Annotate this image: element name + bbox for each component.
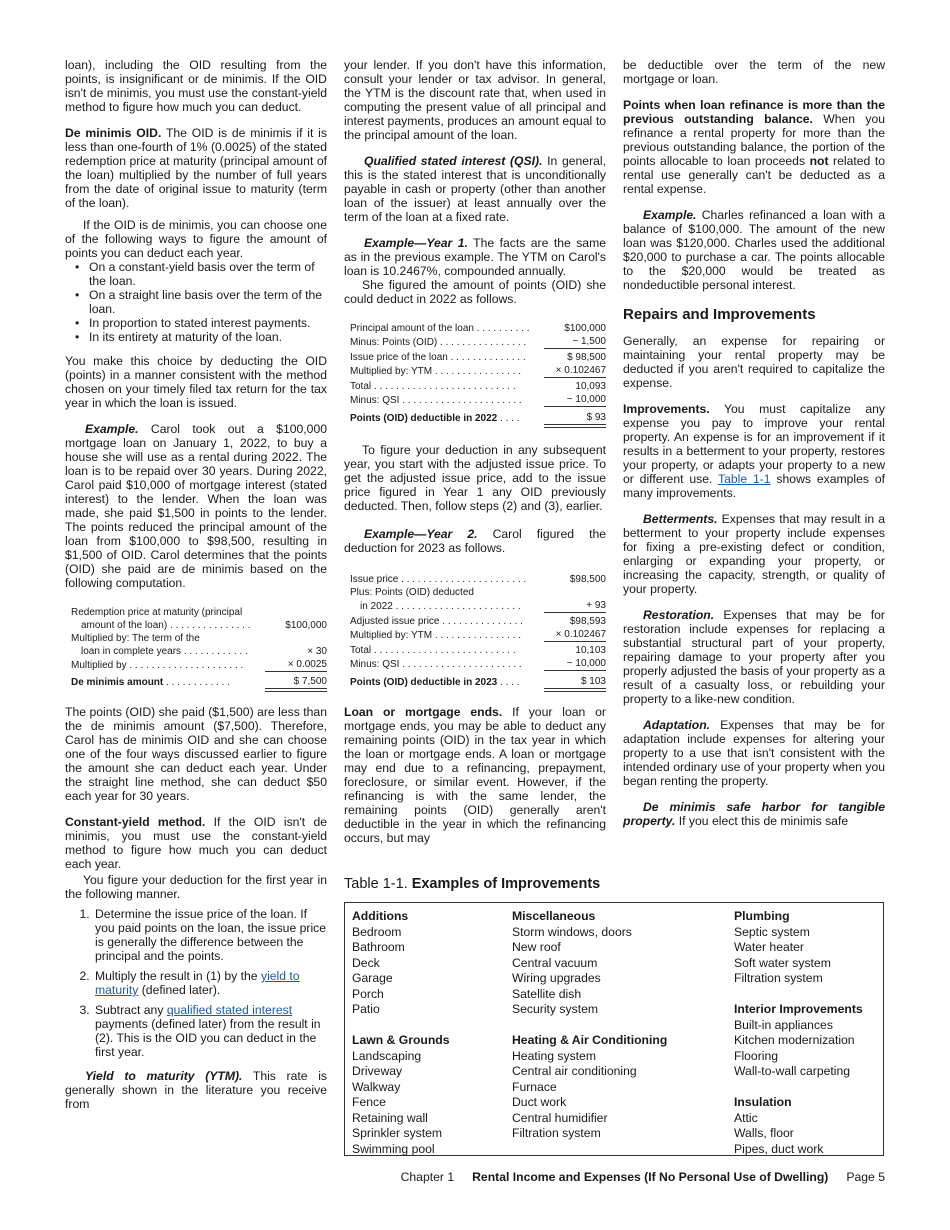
table-cell: Deck (352, 955, 380, 970)
table-cell: Central vacuum (512, 955, 598, 970)
table-cell: Central air conditioning (512, 1064, 637, 1078)
yield-to-maturity-link[interactable]: yield to maturity (95, 969, 300, 997)
table-column (352, 909, 502, 1157)
paragraph: Restoration. Expenses that may be for restoration include expenses for replacing a substantial structural part of your property, repairing damage to your property after you properly adjusted the basis of your property as a result of a casualty loss, or rebuilding your property to a like-new condition. (623, 608, 885, 706)
run-in-heading: De minimis OID. (65, 126, 162, 140)
paragraph: Example—Year 1. The facts are the same as in the previous example. The YTM on Carol's loan is 10.2467%, compounded annually. (344, 236, 607, 278)
paragraph: The points (OID) she paid ($1,500) are less than the de minimis amount ($7,500). Therefore, Carol has de minimis OID and she can choose one of the four ways discussed earlier to figure the amount she can deduct each year. Under the straight line method, she can deduct $50 each year for 30 years. (65, 705, 327, 803)
paragraph: Example. Carol took out a $100,000 mortgage loan on January 1, 2022, to buy a house she will use as a rental during 2022. The loan is to be repaid over 30 years. During 2022, Carol paid $10,000 of mortgage interest (stated interest) to the lender. When the loan was made, she paid $1,500 in points to the lender. The points reduced the principal amount of the loan from $100,000 to $98,500, resulting in $1,500 of OID. Carol determines that the points (OID) she paid are de minimis based on the following computation. (65, 422, 327, 590)
bullet-list (65, 260, 327, 344)
paragraph: Example. Charles refinanced a loan with a balance of $100,000. The amount of the new loan was $120,000. Charles used the additional $20,000 to purchase a car. The points allocable to the $20,000 would be treated as nondeductible personal interest. (623, 208, 885, 292)
table-cell: Driveway (352, 1064, 403, 1078)
table-cell: New roof (512, 940, 561, 954)
column-1 (65, 58, 327, 1111)
run-in-heading: Yield to maturity (YTM). (85, 1069, 243, 1083)
qualified-stated-interest-link[interactable]: qualified stated interest (166, 1003, 293, 1017)
table-cell: Wiring upgrades (512, 971, 601, 985)
paragraph: Points when loan refinance is more than the previous outstanding balance. When you refinance a rental property for more than the previous outstanding balance, the portion of the points allocable to loan proceeds not related to rental use generally can't be deducted as a rental expense. (623, 98, 886, 196)
run-in-heading: Loan or mortgage ends. (344, 705, 503, 719)
table-cell: Landscaping (352, 1048, 422, 1063)
table-column (734, 909, 884, 1157)
table-cell: Kitchen modernization (734, 1033, 855, 1047)
de-minimis-computation: Redemption price at maturity (principal amount of the loan) . . . . . . . . . . . . . . . $100,000 Multiplied by: The term of the loan in complete years . . . . . . . . . . . . × 30 Multiplied by . . . . . . . . . . . . . . . . . . . . . × 0.0025 De minimis amount . . . . . . . . . . . . $ 7,500 (71, 607, 327, 688)
table-cell: Fence (352, 1095, 386, 1109)
table-cell: Attic (734, 1110, 758, 1125)
table-cell: Filtration system (734, 971, 823, 985)
footer-chapter: Chapter 1 (400, 1170, 455, 1184)
table-cell: Bathroom (352, 940, 405, 954)
year-2-computation: Issue price . . . . . . . . . . . . . . . . . . . . . . . $98,500 Plus: Points (OID) deducted in 2022 . . . . . . . . . . . . . . . . . . . . . . . + 93 Adjusted issue price . . . . . . . . . . . . . . . $98,593 Multiplied by: YTM . . . . . . . . . . . . . . . . × 0.102467 Total . . . . . . . . . . . . . . . . . . . . . . . . . . 10,103 Minus: QSI . . . . . . . . . . . . . . . . . . . . . . − 10,000 Points (OID) deductible in 2023 . . . . $ 103 (350, 574, 606, 688)
run-in-heading: Betterments. (643, 512, 718, 526)
table-column (512, 909, 722, 1142)
table-cell: Built-in appliances (734, 1017, 833, 1032)
group-heading: Insulation (734, 1095, 792, 1109)
table-cell: Storm windows, doors (512, 924, 632, 939)
run-in-heading: De minimis safe harbor for tangible property. (623, 800, 885, 828)
list-item: • In its entirety at maturity of the loan. (89, 330, 327, 344)
run-in-heading: Improvements. (623, 402, 710, 416)
run-in-heading: Example. (643, 208, 697, 222)
group-heading: Plumbing (734, 909, 790, 923)
paragraph: Loan or mortgage ends. If your loan or mortgage ends, you may be able to deduct any remaining points (OID) in the tax year in which the loan or mortgage ends. A loan or mortgage may end due to a refinancing, prepayment, foreclosure, or similar event. However, if the refinancing is with the same lender, the remaining points (OID) generally aren't deductible in the year in which the refinancing occurs, but may (344, 705, 606, 845)
table-cell: Walkway (352, 1079, 401, 1094)
table-cell: Flooring (734, 1048, 779, 1063)
table-cell: Patio (352, 1002, 380, 1016)
run-in-heading: Adaptation. (643, 718, 711, 732)
group-heading: Lawn & Grounds (352, 1033, 450, 1047)
section-heading: Repairs and Improvements (623, 306, 816, 323)
run-in-heading: Constant-yield method. (65, 815, 206, 829)
group-heading: Additions (352, 909, 409, 923)
table-cell: Bedroom (352, 924, 402, 939)
table-cell: Filtration system (512, 1126, 601, 1140)
group-heading: Heating & Air Conditioning (512, 1033, 668, 1047)
run-in-heading: Example—Year 1. (364, 236, 468, 250)
paragraph: To figure your deduction in any subsequent year, you start with the adjusted issue price. To get the adjusted issue price, add to the issue price figured in Year 1 any OID previously deducted. Then, follow steps (2) and (3), earlier. (344, 443, 606, 513)
table-cell: Retaining wall (352, 1110, 428, 1125)
paragraph: De minimis safe harbor for tangible property. If you elect this de minimis safe (623, 800, 885, 828)
paragraph: Generally, an expense for repairing or maintaining your rental property may be deducted if you aren't required to capitalize the expense. (623, 334, 885, 390)
list-item: • On a constant-yield basis over the term of the loan. (89, 260, 327, 288)
examples-of-improvements-table (344, 902, 884, 1156)
run-in-heading: Example. (85, 422, 139, 436)
table-cell: Walls, floor (734, 1126, 794, 1140)
run-in-heading: Qualified stated interest (QSI). (364, 154, 543, 168)
paragraph: Betterments. Expenses that may result in a betterment to your property include expenses for fixing a pre-existing defect or condition, enlarging or expanding your property, or increasing the capacity, strength, or quality of your property. (623, 512, 885, 596)
group-heading: Interior Improvements (734, 1002, 863, 1016)
year-1-computation: Principal amount of the loan . . . . . . . . . . $100,000 Minus: Points (OID) . . . . . . . . . . . . . . . . − 1,500 Issue price of the loan . . . . . . . . . . . . . . $ 98,500 Multiplied by: YTM . . . . . . . . . . . . . . . . × 0.102467 Total . . . . . . . . . . . . . . . . . . . . . . . . . . 10,093 Minus: QSI . . . . . . . . . . . . . . . . . . . . . . − 10,000 Points (OID) deductible in 2022 . . . . $ 93 (350, 323, 606, 424)
paragraph: De minimis OID. The OID is de minimis if it is less than one-fourth of 1% (0.0025) of the stated redemption price at maturity (principal amount of the loan) multiplied by the number of full years from the date of original issue to maturity (term of the loan). (65, 126, 327, 210)
column-2 (344, 58, 606, 845)
paragraph: loan), including the OID resulting from the points, is insignificant or de minimis. If the OID isn't de minimis, you must use the constant-yield method to figure how much you can deduct. (65, 58, 327, 114)
table-cell: Swimming pool (352, 1141, 435, 1156)
table-cell: Sprinkler system (352, 1126, 443, 1140)
table-cell: Pipes, duct work (734, 1141, 824, 1156)
paragraph: be deductible over the term of the new mortgage or loan. (623, 58, 885, 86)
paragraph: Example—Year 2. Carol figured the deduction for 2023 as follows. (344, 527, 607, 555)
table-cell: Heating system (512, 1048, 596, 1063)
run-in-heading: Restoration. (643, 608, 715, 622)
table-cell: Water heater (734, 940, 804, 954)
table-cell: Satellite dish (512, 986, 582, 1001)
table-cell: Furnace (512, 1079, 557, 1094)
paragraph: Qualified stated interest (QSI). In general, this is the stated interest that is unconditionally payable in cash or property (other than another loan of the issuer) at least annually over the term of the loan at a fixed rate. (344, 154, 607, 224)
numbered-steps (65, 907, 327, 1059)
table-cell: Wall-to-wall carpeting (734, 1064, 851, 1078)
list-item: 1. Determine the issue price of the loan. If you paid points on the loan, the issue price is generally the difference between the principal and the points. (93, 907, 327, 963)
paragraph: She figured the amount of points (OID) she could deduct in 2022 as follows. (344, 278, 606, 306)
list-item: • On a straight line basis over the term of the loan. (89, 288, 327, 316)
table-cell: Duct work (512, 1095, 567, 1109)
table-cell: Central humidifier (512, 1110, 608, 1125)
table-1-1-link[interactable]: Table 1-1 (718, 472, 771, 486)
footer-title: Rental Income and Expenses (If No Personal Use of Dwelling) (472, 1170, 829, 1184)
paragraph: your lender. If you don't have this information, consult your lender or tax advisor. In general, the YTM is the discount rate that, when used in computing the present value of all principal and interest payments, produces an amount equal to the principal amount of the loan. (344, 58, 606, 142)
run-in-heading: Example—Year 2. (364, 527, 478, 541)
list-item: 3. Subtract any qualified stated interest payments (defined later) from the result in (2). This is the OID you can deduct in the first year. (93, 1003, 327, 1059)
paragraph: Adaptation. Expenses that may be for adaptation include expenses for altering your property to a use that isn't consistent with the intended ordinary use of your property when you began renting the property. (623, 718, 885, 788)
table-cell: Garage (352, 971, 393, 985)
group-heading: Miscellaneous (512, 909, 596, 923)
table-cell: Soft water system (734, 955, 831, 970)
table-title: Table 1-1. Examples of Improvements (344, 876, 601, 892)
column-3 (623, 58, 885, 828)
paragraph: You figure your deduction for the first year in the following manner. (65, 873, 327, 901)
run-in-heading: Points when loan refinance is more than the previous outstanding balance. (623, 98, 885, 126)
paragraph: Improvements. You must capitalize any expense you pay to improve your rental property. An expense is for an improvement if it results in a betterment to your property, restores your property, or adapts your property to a new or different use. Table 1-1 shows examples of many improvements. (623, 402, 886, 500)
table-cell: Septic system (734, 924, 810, 939)
table-cell: Security system (512, 1002, 599, 1016)
page-footer (344, 1170, 885, 1184)
paragraph: Constant-yield method. If the OID isn't de minimis, you must use the constant-yield method to figure how much you can deduct each year. (65, 815, 328, 871)
list-item: • In proportion to stated interest payments. (89, 316, 327, 330)
list-item: 2. Multiply the result in (1) by the yield to maturity (defined later). (93, 969, 327, 997)
paragraph: If the OID is de minimis, you can choose one of the following ways to figure the amount of points you can deduct each year. (65, 218, 327, 260)
table-cell: Porch (352, 986, 384, 1001)
page-number: Page 5 (846, 1170, 885, 1184)
paragraph: You make this choice by deducting the OID (points) in a manner consistent with the method chosen on your timely filed tax return for the tax year in which the loan is issued. (65, 354, 327, 410)
paragraph: Yield to maturity (YTM). This rate is generally shown in the literature you receive from (65, 1069, 327, 1111)
